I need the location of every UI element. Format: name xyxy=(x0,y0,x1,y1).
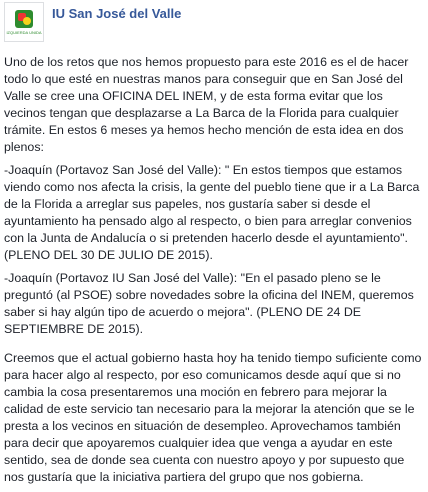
iu-logo-icon xyxy=(15,10,33,28)
avatar-caption: IZQUIERDA UNIDA xyxy=(6,29,42,35)
post-paragraph-quote-1: -Joaquín (Portavoz San José del Valle): " En estos tiempos que estamos viendo como nos afecta la crisis, la gente del pueblo tiene que ir a La Barca de la Florida a arreglar sus papeles, nos gustaría saber si desde el ayuntamiento ha pensado algo al respecto, o bien para arreglar convenios con la Junta de Andalucía o si pretenden hacerlo desde el ayuntamiento". (PLENO DEL 30 DE JULIO DE 2015). xyxy=(4,163,420,262)
page-avatar[interactable] xyxy=(4,2,44,42)
page-name-link[interactable]: IU San José del Valle xyxy=(52,6,182,21)
post-body xyxy=(4,54,424,492)
post-header xyxy=(4,2,181,42)
post-paragraph-quote-2: -Joaquín (Portavoz IU San José del Valle): "En el pasado pleno se le preguntó (al PSOE) sobre novedades sobre la oficina del INEM, queremos saber si hay algún tipo de acuerdo o mejora". (PLENO DE 24 DE SEPTIEMBRE DE 2015). xyxy=(4,271,414,336)
post-paragraph-intro: Uno de los retos que nos hemos propuesto para este 2016 es el de hacer todo lo que esté en nuestras manos para conseguir que en San José del Valle se cree una OFICINA DEL INEM, y de esta forma evitar que los vecinos tengan que desplazarse a La Barca de la Florida para cualquier trámite. En estos 6 meses ya hemos hecho mención de esta idea en dos plenos: xyxy=(4,55,409,154)
post-paragraph-conclusion: Creemos que el actual gobierno hasta hoy ha tenido tiempo suficiente como para hacer algo al respecto, por eso comunicamos desde aquí que si no cambia la cosa presentaremos una moción en febrero para mejorar la calidad de este servicio tan necesario para la mejorar la atención que se le presta a los vecinos en situación de desempleo. Aprovechamos también para decir que apoyaremos cualquier idea que venga a ayudar en este sentido, sea de donde sea cuenta con nuestro apoyo y por supuesto que nos gustaría que la iniciativa partiera del grupo que nos gobierna. xyxy=(4,351,422,484)
